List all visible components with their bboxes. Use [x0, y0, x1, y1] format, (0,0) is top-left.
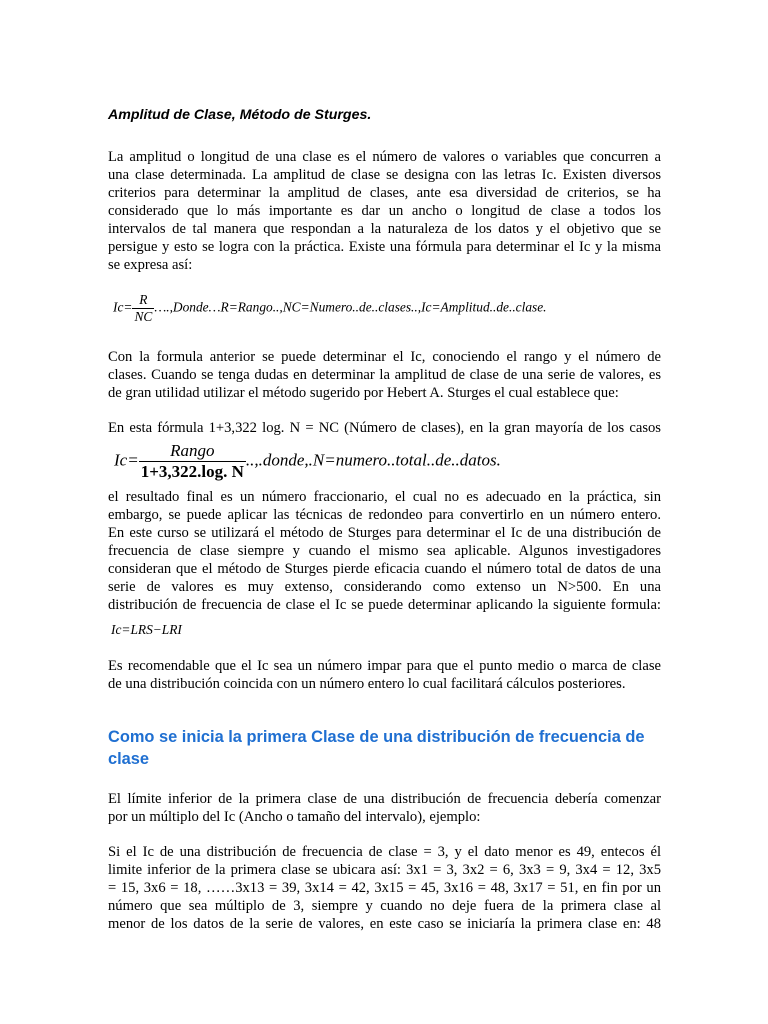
- formula-2-rest: ..,.donde,.N=numero..total..de..datos.: [245, 450, 501, 470]
- paragraph-1-line: La amplitud o longitud de una clase es el número de valores o variables que concurren a: [108, 149, 661, 165]
- paragraph-4-line: Es recomendable que el Ic sea un número impar para que el punto medio o marca de clase: [108, 658, 661, 674]
- paragraph-5-line: por un múltiplo del Ic (Ancho o tamaño del intervalo), ejemplo:: [108, 809, 481, 825]
- paragraph-2-line: clases. Cuando se tenga dudas en determinar la amplitud de clase de una serie de valores, es: [108, 367, 661, 383]
- paragraph-2-line: Con la formula anterior se puede determinar el Ic, conociendo el rango y el número de: [108, 349, 661, 365]
- paragraph-1-line: considerado que lo más importante es dar un ancho o longitud de clase a todos los: [108, 203, 661, 219]
- formula-1-rest: ….,Donde…R=Rango..,NC=Numero..de..clases..,Ic=Amplitud..de..clase.: [154, 299, 547, 315]
- formula-1-lhs: Ic=: [113, 299, 133, 315]
- paragraph-3-line: frecuencia de clase siempre y cuando el mismo sea aplicable. Algunos investigadores: [108, 543, 661, 559]
- paragraph-6-line: Si el Ic de una distribución de frecuencia de clase = 3, y el dato menor es 49, entecos él: [108, 844, 661, 860]
- paragraph-6-line: menor de los datos de la serie de valores, en este caso se iniciaría la primera clase en: 48: [108, 916, 661, 932]
- formula-2-denominator: 1+3,322.log. N: [140, 462, 244, 481]
- formula-amplitude: [113, 292, 547, 325]
- formula-sturges: [114, 441, 501, 482]
- section-heading: clase: [108, 750, 150, 768]
- formula-2-lhs: Ic=: [114, 450, 139, 470]
- paragraph-1-line: se expresa así:: [108, 257, 193, 273]
- paragraph-3-line: En este curso se utilizará el método de Sturges para determinar el Ic de una distribución de: [108, 525, 661, 541]
- paragraph-3-line: embargo, se puede aplicar las técnicas de redondeo para convertirlo en un número entero.: [108, 507, 661, 523]
- paragraph-2-line: de gran utilidad utilizar el método sugerido por Hebert A. Sturges el cual establece que:: [108, 385, 619, 401]
- paragraph-3-line: el resultado final es un número fraccionario, el cual no es adecuado en la práctica, sin: [108, 489, 661, 505]
- formula-2-fraction: [139, 441, 246, 482]
- paragraph-4-line: de una distribución coincida con un número entero lo cual facilitará cálculos posteriores.: [108, 676, 626, 692]
- formula-1-numerator: R: [139, 292, 148, 307]
- formula-lrs-lri: Ic=LRS−LRI: [111, 622, 182, 637]
- document-title: Amplitud de Clase, Método de Sturges.: [108, 107, 372, 123]
- paragraph-3-intro: En esta fórmula 1+3,322 log. N = NC (Número de clases), en la gran mayoría de los casos: [108, 420, 661, 436]
- formula-1-denominator: NC: [134, 309, 153, 324]
- section-heading: Como se inicia la primera Clase de una distribución de frecuencia de: [108, 728, 645, 746]
- paragraph-1-line: una clase determinada. La amplitud de clase se designa con las letras Ic. Existen diversos: [108, 167, 661, 183]
- paragraph-6-line: = 15, 3x6 = 18, ……3x13 = 39, 3x14 = 42, 3x15 = 45, 3x16 = 48, 3x17 = 51, en fin por un: [108, 880, 661, 896]
- paragraph-3-line: distribución de frecuencia de clase el Ic se puede determinar aplicando la siguiente formula:: [108, 597, 661, 613]
- paragraph-3-line: consideran que el método de Sturges pierde eficacia cuando el número total de datos de una: [108, 561, 661, 577]
- paragraph-6-line: limite inferior de la primera clase se ubicara así: 3x1 = 3, 3x2 = 6, 3x3 = 9, 3x4 = 12, 3x5: [108, 862, 661, 878]
- paragraph-1-line: intervalos de tal manera que respondan a la naturaleza de los datos y el objetivo que se: [108, 221, 661, 237]
- paragraph-1-line: persigue y esto se logra con la práctica. Existe una fórmula para determinar el Ic y la misma: [108, 239, 661, 255]
- formula-2-numerator: Rango: [170, 441, 215, 460]
- paragraph-3-line: serie de valores es muy extenso, considerando como extenso un N>500. En una: [108, 579, 661, 595]
- paragraph-1-line: criterios para determinar la amplitud de clases, ante esa diversidad de criterios, se ha: [108, 185, 661, 201]
- paragraph-6-line: número que sea múltiplo de 3, siempre y cuando no deje fuera de la primera clase al: [108, 898, 661, 914]
- formula-1-fraction: [132, 292, 154, 325]
- paragraph-5-line: El límite inferior de la primera clase de una distribución de frecuencia debería comenzar: [108, 791, 661, 807]
